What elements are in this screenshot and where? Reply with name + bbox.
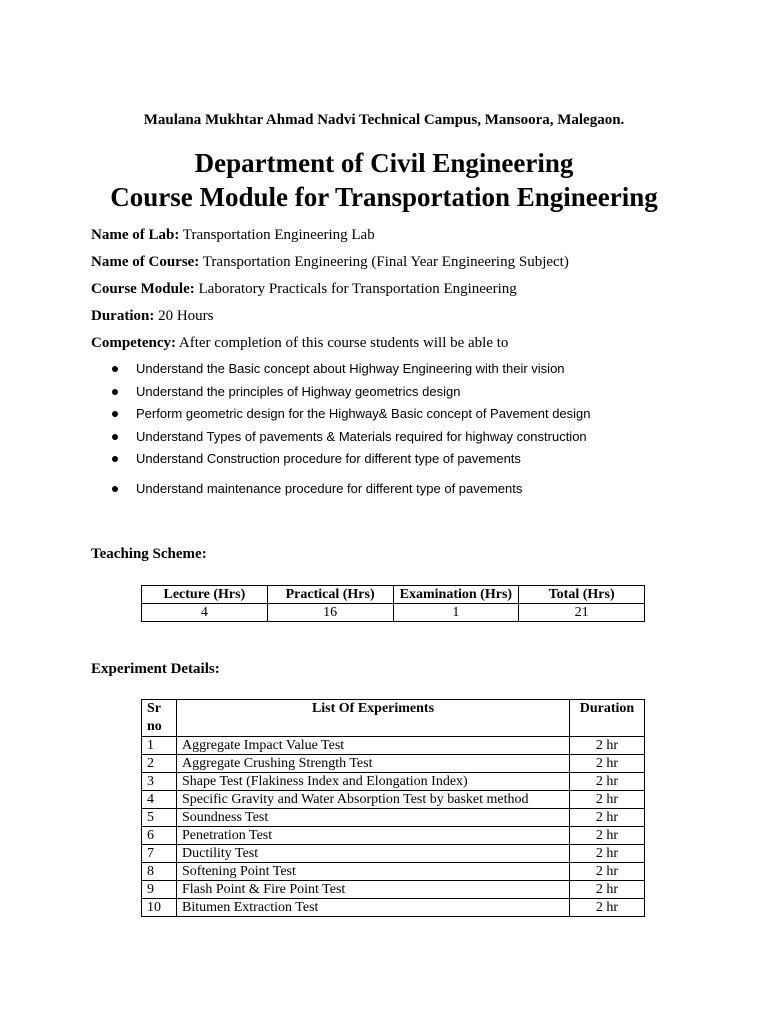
experiment-name-cell: Bitumen Extraction Test	[177, 899, 570, 917]
duration-cell: 2 hr	[570, 899, 645, 917]
sr-cell: 9	[142, 881, 177, 899]
duration-cell: 2 hr	[570, 737, 645, 755]
sr-cell: 3	[142, 773, 177, 791]
department-title: Department of Civil Engineering	[194, 148, 574, 178]
column-header: Practical (Hrs)	[267, 586, 393, 604]
table-cell: 4	[142, 604, 268, 622]
sr-cell: 1	[142, 737, 177, 755]
bullet-icon	[112, 389, 118, 395]
info-value: 20 Hours	[154, 308, 214, 324]
info-label: Name of Course:	[91, 254, 200, 270]
competency-text: Understand Construction procedure for different type of pavements	[136, 451, 521, 466]
bullet-icon	[112, 411, 118, 417]
experiment-name-cell: Specific Gravity and Water Absorption Test by basket method	[177, 791, 570, 809]
bullet-icon	[112, 456, 118, 462]
duration-cell: 2 hr	[570, 755, 645, 773]
table-row	[142, 604, 645, 622]
sr-cell: 6	[142, 827, 177, 845]
column-header-text: Sr no	[147, 701, 162, 734]
sr-cell: 4	[142, 791, 177, 809]
experiment-name-cell: Flash Point & Fire Point Test	[177, 881, 570, 899]
column-header: Lecture (Hrs)	[142, 586, 268, 604]
experiment-name-cell: Penetration Test	[177, 827, 570, 845]
competency-text: Understand Types of pavements & Materials required for highway construction	[136, 429, 587, 444]
experiment-name-cell: Shape Test (Flakiness Index and Elongation Index)	[177, 773, 570, 791]
table-cell: 16	[267, 604, 393, 622]
info-label: Duration:	[91, 308, 155, 324]
table-row	[142, 845, 645, 863]
table-cell: 21	[519, 604, 645, 622]
table-row	[142, 827, 645, 845]
experiment-table	[141, 699, 645, 917]
table-row	[142, 863, 645, 881]
column-header-duration: Duration	[570, 700, 645, 737]
info-name-of-lab	[91, 227, 375, 244]
sr-cell: 8	[142, 863, 177, 881]
table-cell: 1	[393, 604, 519, 622]
info-label: Name of Lab:	[91, 227, 180, 243]
duration-cell: 2 hr	[570, 863, 645, 881]
experiment-name-cell: Aggregate Crushing Strength Test	[177, 755, 570, 773]
info-label: Competency:	[91, 335, 176, 351]
column-header-list: List Of Experiments	[177, 700, 570, 737]
duration-cell: 2 hr	[570, 773, 645, 791]
info-value: After completion of this course students will be able to	[175, 335, 509, 351]
competency-text: Understand the principles of Highway geometrics design	[136, 384, 461, 399]
duration-cell: 2 hr	[570, 827, 645, 845]
experiment-details-heading: Experiment Details:	[91, 661, 220, 677]
info-competency	[91, 335, 508, 352]
table-row	[142, 737, 645, 755]
institute-name: Maulana Mukhtar Ahmad Nadvi Technical Campus, Mansoora, Malegaon.	[143, 112, 625, 128]
sr-cell: 10	[142, 899, 177, 917]
course-module-title: Course Module for Transportation Engineering	[110, 182, 658, 212]
sr-cell: 5	[142, 809, 177, 827]
sr-cell: 2	[142, 755, 177, 773]
competency-text: Perform geometric design for the Highway& Basic concept of Pavement design	[136, 406, 591, 421]
column-header: Total (Hrs)	[519, 586, 645, 604]
experiment-name-cell: Ductility Test	[177, 845, 570, 863]
duration-cell: 2 hr	[570, 791, 645, 809]
competency-text: Understand maintenance procedure for different type of pavements	[136, 481, 523, 496]
table-header-row	[142, 700, 645, 737]
duration-cell: 2 hr	[570, 845, 645, 863]
table-row	[142, 791, 645, 809]
sr-cell: 7	[142, 845, 177, 863]
info-name-of-course	[91, 254, 569, 271]
table-row	[142, 809, 645, 827]
bullet-icon	[112, 434, 118, 440]
info-label: Course Module:	[91, 281, 195, 297]
teaching-scheme-table	[141, 585, 645, 622]
experiment-name-cell: Soundness Test	[177, 809, 570, 827]
info-value: Laboratory Practicals for Transportation Engineering	[194, 281, 517, 297]
info-course-module	[91, 281, 517, 298]
info-duration	[91, 308, 214, 325]
bullet-icon	[112, 366, 118, 372]
table-row	[142, 755, 645, 773]
table-row	[142, 773, 645, 791]
competency-text: Understand the Basic concept about Highway Engineering with their vision	[136, 361, 565, 376]
info-value: Transportation Engineering Lab	[179, 227, 375, 243]
teaching-scheme-heading: Teaching Scheme:	[91, 546, 207, 562]
table-row	[142, 899, 645, 917]
table-header-row	[142, 586, 645, 604]
duration-cell: 2 hr	[570, 881, 645, 899]
bullet-icon	[112, 486, 118, 492]
column-header-sr-no	[142, 700, 177, 737]
experiment-name-cell: Softening Point Test	[177, 863, 570, 881]
duration-cell: 2 hr	[570, 809, 645, 827]
experiment-name-cell: Aggregate Impact Value Test	[177, 737, 570, 755]
column-header: Examination (Hrs)	[393, 586, 519, 604]
info-value: Transportation Engineering (Final Year Engineering Subject)	[199, 254, 569, 270]
table-row	[142, 881, 645, 899]
